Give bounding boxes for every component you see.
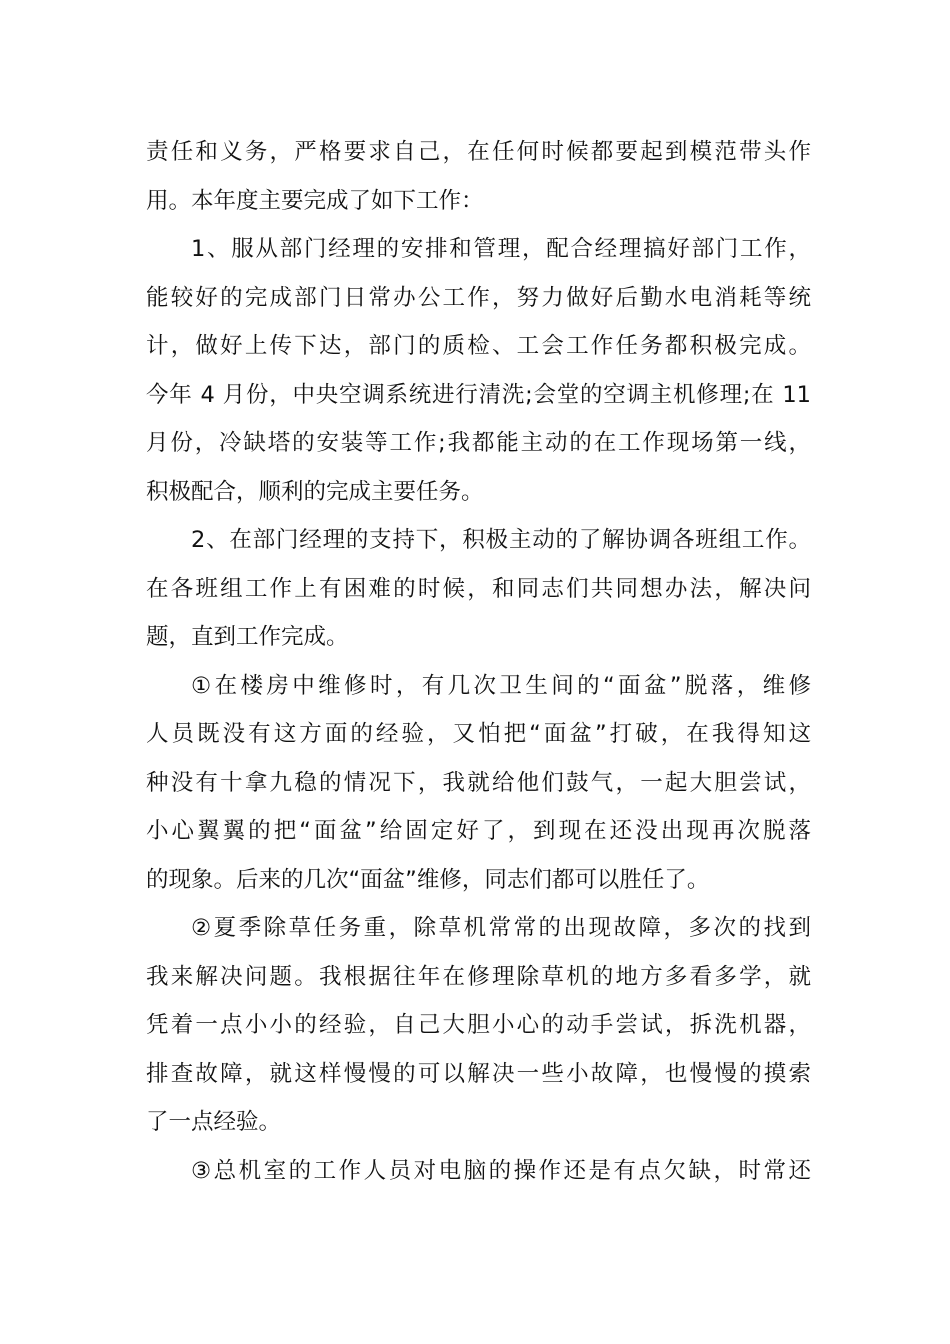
document-body [146, 128, 811, 1195]
paragraph-item-2 [146, 516, 811, 662]
text-line: 凭着一点小小的经验，自己大胆小心的动手尝试，拆洗机器， [146, 1012, 811, 1038]
text-line: 排查故障，就这样慢慢的可以解决一些小故障，也慢慢的摸索 [146, 1060, 811, 1087]
text-line: 人员既没有这方面的经验，又怕把“面盆”打破，在我得知这 [146, 721, 811, 747]
text-line: ①在楼房中维修时，有几次卫生间的“面盆”脱落，维修 [191, 672, 811, 699]
text-line: ②夏季除草任务重，除草机常常的出现故障，多次的找到 [191, 915, 811, 941]
text-line: 小心翼翼的把“面盆”给固定好了，到现在还没出现再次脱落 [146, 818, 811, 844]
text-line: ③总机室的工作人员对电脑的操作还是有点欠缺，时常还 [191, 1157, 811, 1184]
text-line: 能较好的完成部门日常办公工作，努力做好后勤水电消耗等统 [146, 284, 811, 311]
text-line: 今年 4 月份，中央空调系统进行清洗;会堂的空调主机修理;在 11 [146, 381, 811, 408]
text-line: 1、服从部门经理的安排和管理，配合经理搞好部门工作， [191, 236, 811, 262]
text-line: 积极配合，顺利的完成主要任务。 [146, 478, 484, 505]
text-line: 责任和义务，严格要求自己，在任何时候都要起到模范带头作 [146, 139, 811, 165]
text-line: 在各班组工作上有困难的时候，和同志们共同想办法，解决问 [146, 575, 811, 602]
text-line: 题，直到工作完成。 [146, 624, 349, 650]
text-line: 月份，冷缺塔的安装等工作;我都能主动的在工作现场第一线， [146, 430, 811, 456]
text-line: 用。本年度主要完成了如下工作： [146, 187, 484, 214]
text-line: 了一点经验。 [146, 1109, 282, 1135]
paragraph-subitem-2 [146, 904, 811, 1147]
text-line: 种没有十拿九稳的情况下，我就给他们鼓气，一起大胆尝试， [146, 769, 811, 796]
paragraph-subitem-1 [146, 662, 811, 905]
text-line: 2、在部门经理的支持下，积极主动的了解协调各班组工作。 [191, 527, 811, 553]
text-line: 我来解决问题。我根据往年在修理除草机的地方多看多学，就 [146, 963, 811, 990]
text-line: 的现象。后来的几次“面盆”维修，同志们都可以胜任了。 [146, 866, 710, 893]
text-line: 计，做好上传下达，部门的质检、工会工作任务都积极完成。 [146, 333, 811, 359]
paragraph-duties [146, 128, 811, 225]
paragraph-item-1 [146, 225, 811, 516]
paragraph-subitem-3 [146, 1147, 811, 1196]
